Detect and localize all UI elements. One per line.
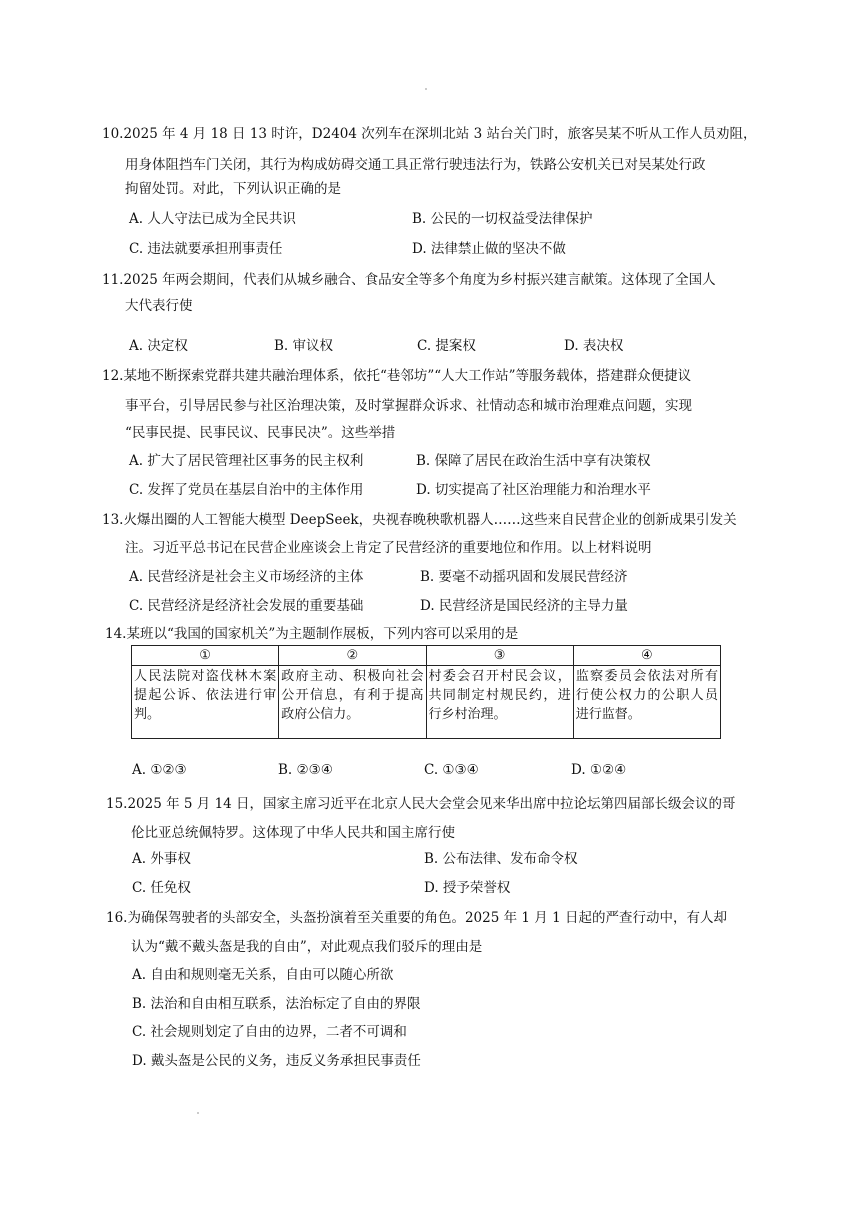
- question-15-option-c: C. 任免权: [132, 880, 191, 896]
- question-13-line-2: 注。习近平总书记在民营企业座谈会上肯定了民营经济的重要地位和作用。以上材料说明: [125, 540, 652, 556]
- question-15-option-a: A. 外事权: [132, 851, 191, 867]
- question-10-option-c: C. 违法就要承担刑事责任: [129, 241, 283, 257]
- question-11-option-b: B. 审议权: [274, 338, 334, 354]
- question-13-option-d: D. 民营经济是国民经济的主导力量: [420, 598, 628, 614]
- question-13-line-1: 13.火爆出圈的人工智能大模型 DeepSeek，央视春晚秧歌机器人……这些来自民营企业的创新成果引发关: [102, 512, 737, 528]
- question-11-line-2: 大代表行使: [125, 298, 193, 314]
- table-header-1: ①: [132, 646, 279, 666]
- table-header-3: ③: [426, 646, 573, 666]
- question-16-option-c: C. 社会规则划定了自由的边界，二者不可调和: [132, 1024, 407, 1040]
- table-row: [132, 666, 721, 739]
- scan-dot: [425, 88, 427, 90]
- question-11-option-a: A. 决定权: [129, 338, 188, 354]
- question-12-line-3: “民事民提、民事民议、民事民决”。这些举措: [125, 425, 396, 441]
- question-10-line-1: 10.2025 年 4 月 18 日 13 时许，D2404 次列车在深圳北站 3 站台关门时，旅客吴某不听从工作人员劝阻，: [102, 126, 757, 142]
- question-14-option-c: C. ①③④: [424, 762, 479, 778]
- question-11-line-1: 11.2025 年两会期间，代表们从城乡融合、食品安全等多个角度为乡村振兴建言献策。这体现了全国人: [102, 272, 716, 288]
- question-15-line-2: 伦比亚总统佩特罗。这体现了中华人民共和国主席行使: [131, 825, 455, 841]
- question-15-line-1: 15.2025 年 5 月 14 日，国家主席习近平在北京人民大会堂会见来华出席中拉论坛第四届部长级会议的哥: [106, 796, 736, 812]
- table-cell-1: 人民法院对盗伐林木案提起公诉、依法进行审判。: [132, 666, 279, 739]
- table-cell-4: 监察委员会依法对所有行使公权力的公职人员进行监督。: [573, 666, 720, 739]
- question-14-option-a: A. ①②③: [132, 762, 187, 778]
- question-13-option-c: C. 民营经济是经济社会发展的重要基础: [129, 598, 364, 614]
- question-10-line-3: 拘留处罚。对此，下列认识正确的是: [125, 181, 341, 197]
- question-10-option-b: B. 公民的一切权益受法律保护: [412, 211, 593, 227]
- question-16-option-d: D. 戴头盔是公民的义务，违反义务承担民事责任: [132, 1053, 421, 1069]
- question-12-line-1: 12.某地不断探索党群共建共融治理体系，依托“巷邻坊”“人大工作站”等服务载体，搭建群众便捷议: [102, 368, 692, 384]
- question-11-option-d: D. 表决权: [564, 338, 624, 354]
- table-cell-3: 村委会召开村民会议，共同制定村规民约，进行乡村治理。: [426, 666, 573, 739]
- question-10-option-d: D. 法律禁止做的坚决不做: [412, 241, 566, 257]
- question-14-table: [131, 645, 721, 739]
- question-14-option-d: D. ①②④: [571, 762, 627, 778]
- question-13-option-a: A. 民营经济是社会主义市场经济的主体: [129, 569, 364, 585]
- question-16-line-1: 16.为确保驾驶者的头部安全，头盔扮演着至关重要的角色。2025 年 1 月 1 日起的严查行动中，有人却: [106, 910, 727, 926]
- table-header-2: ②: [279, 646, 426, 666]
- question-12-line-2: 事平台，引导居民参与社区治理决策，及时掌握群众诉求、社情动态和城市治理难点问题，实现: [125, 398, 692, 414]
- question-14-line-1: 14.某班以“我国的国家机关”为主题制作展板，下列内容可以采用的是: [105, 626, 519, 642]
- table-header-4: ④: [573, 646, 720, 666]
- question-10-option-a: A. 人人守法已成为全民共识: [129, 211, 296, 227]
- table-cell-2: 政府主动、积极向社会公开信息，有利于提高政府公信力。: [279, 666, 426, 739]
- question-16-option-a: A. 自由和规则毫无关系，自由可以随心所欲: [132, 967, 394, 983]
- question-14-option-b: B. ②③④: [278, 762, 333, 778]
- question-15-option-d: D. 授予荣誉权: [424, 880, 511, 896]
- table-header-row: [132, 646, 721, 666]
- question-10-line-2: 用身体阻挡车门关闭，其行为构成妨碍交通工具正常行驶违法行为，铁路公安机关已对吴某处行政: [125, 157, 706, 173]
- question-15-option-b: B. 公布法律、发布命令权: [424, 851, 578, 867]
- question-16-option-b: B. 法治和自由相互联系，法治标定了自由的界限: [132, 996, 421, 1012]
- question-16-line-2: 认为“戴不戴头盔是我的自由”，对此观点我们驳斥的理由是: [131, 939, 483, 955]
- scan-dot: [197, 1112, 199, 1114]
- question-11-option-c: C. 提案权: [417, 338, 476, 354]
- question-13-option-b: B. 要毫不动摇巩固和发展民营经济: [420, 569, 628, 585]
- question-12-option-c: C. 发挥了党员在基层自治中的主体作用: [129, 482, 364, 498]
- question-12-option-b: B. 保障了居民在政治生活中享有决策权: [416, 453, 651, 469]
- question-12-option-a: A. 扩大了居民管理社区事务的民主权利: [129, 453, 364, 469]
- question-12-option-d: D. 切实提高了社区治理能力和治理水平: [416, 482, 651, 498]
